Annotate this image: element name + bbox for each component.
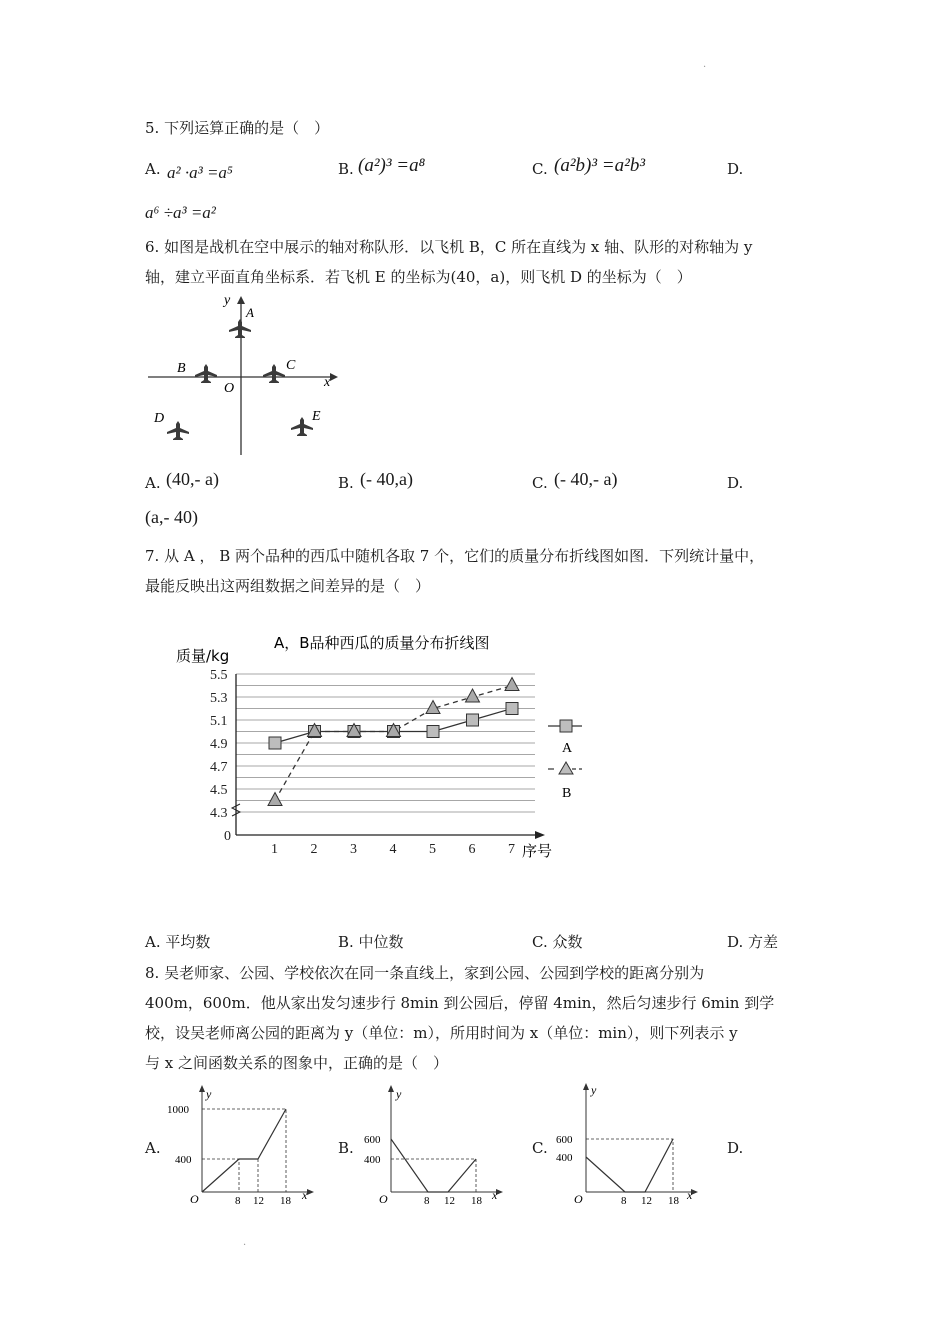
q7-stem-line2: 最能反映出这两组数据之间差异的是（ ）	[145, 577, 431, 595]
graph-a-ytick-400: 400	[175, 1154, 192, 1166]
q8-stem-line1: 8. 吴老师家、公园、学校依次在同一条直线上，家到公园、公园到学校的距离分别为	[145, 964, 705, 982]
graph-c-xtick-12: 12	[641, 1195, 652, 1207]
q8-stem-line4: 与 x 之间函数关系的图象中，正确的是（ ）	[145, 1054, 448, 1072]
graph-c-xtick-8: 8	[621, 1195, 627, 1207]
q5-option-a-expr: a² ·a³ =a⁵	[167, 163, 233, 182]
graph-b-o: O	[379, 1192, 388, 1206]
q6-formation-figure	[140, 290, 350, 465]
chart-y-tick-label: 4.3	[210, 806, 228, 821]
graph-a-xtick-12: 12	[253, 1195, 264, 1207]
chart-title: A，B品种西瓜的质量分布折线图	[274, 634, 490, 652]
graph-c-ytick-400: 400	[556, 1152, 573, 1164]
q5-option-c-label: C.	[532, 160, 548, 178]
chart-y-tick-label: 0	[224, 829, 231, 844]
chart-axis-break	[232, 804, 240, 816]
q6-label-d: D	[154, 411, 165, 426]
legend-a-marker	[560, 720, 572, 732]
footer-mark: ·	[243, 1240, 247, 1251]
graph-c-x: x	[687, 1188, 693, 1202]
q6-option-a-label: A.	[145, 474, 161, 492]
chart-y-tick-label: 5.3	[210, 691, 228, 706]
q8-option-b-label: B.	[338, 1139, 354, 1157]
q6-option-b-expr: (- 40,a)	[360, 469, 413, 489]
graph-c-xtick-18: 18	[668, 1195, 679, 1207]
chart-point-a	[427, 726, 439, 738]
q8-stem-line3: 校，设吴老师离公园的距离为 y（单位：m），所用时间为 x（单位：min），则下列表示 y	[145, 1024, 738, 1042]
q6-label-a: A	[246, 305, 254, 320]
q6-stem-line2: 轴，建立平面直角坐标系．若飞机 E 的坐标为(40，a)，则飞机 D 的坐标为（ ）	[145, 268, 692, 286]
q6-label-c: C	[286, 358, 296, 373]
chart-x-label: 序号	[522, 842, 553, 860]
q5-stem: 5. 下列运算正确的是（ ）	[145, 119, 330, 137]
chart-point-b	[268, 793, 282, 806]
graph-a-xtick-18: 18	[280, 1195, 291, 1207]
q7-option-c: C. 众数	[532, 933, 583, 951]
q5-option-b-expr: (a²)³ =a⁸	[358, 155, 426, 176]
q6-option-c-expr: (- 40,- a)	[554, 469, 618, 489]
header-mark: ·	[703, 62, 707, 73]
q6-stem-line1: 6. 如图是战机在空中展示的轴对称队形．以飞机 B，C 所在直线为 x 轴、队形的对称轴为 y	[145, 238, 753, 256]
q5-option-d-expr: a⁶ ÷a³ =a²	[145, 203, 216, 222]
plane-b-icon	[195, 364, 217, 383]
chart-x-tick-label: 5	[429, 842, 436, 857]
plane-e-icon	[291, 417, 313, 436]
graph-c-ytick-600: 600	[556, 1134, 573, 1146]
plane-d-icon	[167, 421, 189, 440]
chart-y-tick-label: 5.5	[210, 668, 228, 683]
graph-c-y: y	[591, 1083, 597, 1097]
chart-point-a	[269, 737, 281, 749]
graph-b-xtick-18: 18	[471, 1195, 482, 1207]
q7-option-b: B. 中位数	[338, 933, 404, 951]
q6-option-c-label: C.	[532, 474, 548, 492]
q6-x-label: x	[324, 375, 331, 390]
legend-a-label: A	[562, 741, 573, 756]
chart-y-tick-label: 4.9	[210, 737, 228, 752]
graph-c-o: O	[574, 1192, 583, 1206]
chart-point-b	[505, 678, 519, 691]
q6-label-e: E	[312, 409, 321, 424]
q8-graph-c	[553, 1082, 703, 1212]
chart-y-tick-label: 4.7	[210, 760, 228, 775]
q6-option-d-expr: (a,- 40)	[145, 507, 198, 527]
q8-graph-b	[358, 1082, 508, 1212]
chart-y-tick-label: 4.5	[210, 783, 228, 798]
plane-a-icon	[229, 319, 251, 338]
legend-b-label: B	[562, 786, 572, 801]
q6-label-b: B	[177, 361, 186, 376]
q8-stem-line2: 400m，600m．他从家出发匀速步行 8min 到公园后，停留 4min，然后匀速步行 6min 到学	[145, 994, 775, 1012]
q8-option-a-label: A.	[145, 1139, 161, 1157]
chart-x-tick-label: 7	[508, 842, 515, 857]
q5-option-a-label: A.	[145, 160, 161, 178]
graph-a-line	[202, 1109, 286, 1192]
q6-origin-label: O	[224, 381, 235, 396]
chart-x-tick-label: 3	[350, 842, 357, 857]
q6-option-a-expr: (40,- a)	[166, 469, 219, 489]
graph-b-line	[391, 1139, 476, 1192]
q7-option-d: D. 方差	[727, 933, 779, 951]
q5-option-c-expr: (a²b)³ =a²b³	[554, 155, 646, 176]
graph-b-xtick-12: 12	[444, 1195, 455, 1207]
graph-c-line	[586, 1139, 673, 1192]
chart-x-arrow	[535, 831, 545, 839]
graph-b-xtick-8: 8	[424, 1195, 430, 1207]
chart-point-a	[506, 703, 518, 715]
q8-graph-a	[165, 1082, 315, 1212]
chart-x-tick-label: 1	[271, 842, 278, 857]
chart-x-tick-label: 6	[468, 842, 476, 857]
graph-a-x: x	[302, 1188, 308, 1202]
q6-option-d-label: D.	[727, 474, 744, 492]
q5-option-b-label: B.	[338, 160, 354, 178]
chart-point-a	[467, 714, 479, 726]
chart-x-tick-label: 4	[389, 842, 397, 857]
graph-a-ytick-1000: 1000	[167, 1104, 189, 1116]
legend-b-marker	[559, 762, 573, 774]
q8-option-c-label: C.	[532, 1139, 548, 1157]
plane-c-icon	[263, 364, 285, 383]
graph-b-y: y	[396, 1087, 402, 1101]
q8-option-d-label: D.	[727, 1139, 744, 1157]
chart-y-label: 质量/kg	[176, 647, 230, 665]
graph-a-o: O	[190, 1192, 199, 1206]
q6-y-label: y	[224, 293, 231, 308]
chart-point-b	[466, 689, 480, 702]
graph-a-y: y	[206, 1087, 212, 1101]
chart-x-tick-label: 2	[310, 842, 318, 857]
q6-option-b-label: B.	[338, 474, 354, 492]
watermelon-line-chart	[170, 628, 600, 868]
q7-option-a: A. 平均数	[145, 933, 211, 951]
chart-y-tick-label: 5.1	[210, 714, 228, 729]
graph-b-x: x	[492, 1188, 498, 1202]
graph-a-xtick-8: 8	[235, 1195, 241, 1207]
graph-b-ytick-400: 400	[364, 1154, 381, 1166]
chart-legend	[548, 720, 582, 801]
graph-b-ytick-600: 600	[364, 1134, 381, 1146]
q7-stem-line1: 7. 从 A ， B 两个品种的西瓜中随机各取 7 个，它们的质量分布折线图如图．下列统计量中，	[145, 547, 765, 565]
q5-option-d-label: D.	[727, 160, 744, 178]
